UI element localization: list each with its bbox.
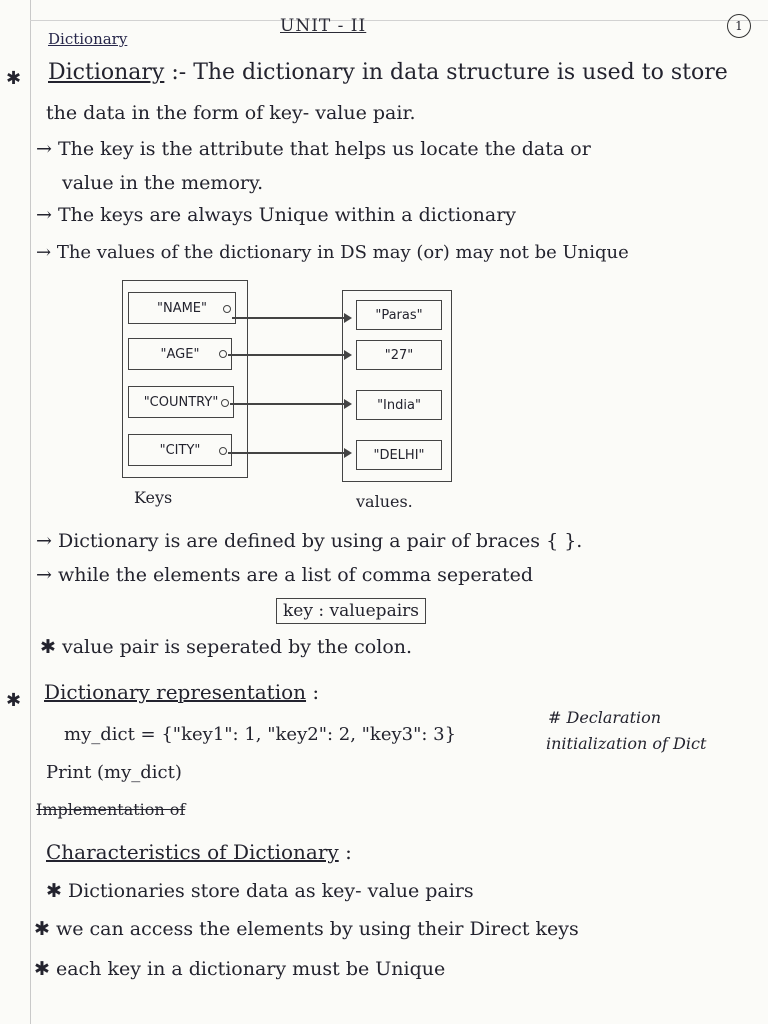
value-cell: "DELHI" xyxy=(356,440,442,470)
value-cell: "27" xyxy=(356,340,442,370)
characteristics-heading-row xyxy=(46,840,352,864)
point-text: The values of the dictionary in DS may (or) may not be Unique xyxy=(56,242,629,263)
margin-line xyxy=(30,0,31,1024)
code-comment-2: initialization of Dict xyxy=(546,734,707,753)
point-3 xyxy=(36,242,629,263)
pointer-dot-icon xyxy=(221,399,229,407)
key-value-pairs-box: key : valuepairs xyxy=(276,598,426,624)
key-value-arrow-icon xyxy=(230,403,350,405)
arrow-bullet-icon: → xyxy=(36,204,52,226)
syntax-line-1 xyxy=(36,530,582,552)
struck-text: Implementation of xyxy=(36,800,186,819)
key-cell: "NAME" xyxy=(128,292,236,324)
key-value-arrow-icon xyxy=(232,317,350,319)
representation-heading: Dictionary representation xyxy=(44,680,307,704)
characteristic-item xyxy=(46,880,474,902)
arrow-bullet-icon: → xyxy=(36,564,52,586)
point-1 xyxy=(36,138,591,160)
pointer-dot-icon xyxy=(223,305,231,313)
code-comment-1: # Declaration xyxy=(548,708,662,727)
heading-colon: : xyxy=(345,840,352,864)
pointer-dot-icon xyxy=(219,350,227,358)
dictionary-term: Dictionary xyxy=(48,60,165,85)
values-label: values. xyxy=(356,492,413,511)
key-cell: "CITY" xyxy=(128,434,232,466)
characteristic-item xyxy=(34,918,579,940)
key-cell: "AGE" xyxy=(128,338,232,370)
value-cell: "Paras" xyxy=(356,300,442,330)
characteristics-heading: Characteristics of Dictionary xyxy=(46,840,339,864)
characteristic-text: Dictionaries store data as key- value pairs xyxy=(67,880,474,902)
characteristic-item xyxy=(34,958,445,980)
definition-line-1 xyxy=(48,60,728,85)
pointer-dot-icon xyxy=(219,447,227,455)
syntax-text: value pair is seperated by the colon. xyxy=(61,636,413,658)
star-bullet-icon: ✱ xyxy=(40,636,56,658)
point-2 xyxy=(36,204,516,226)
point-1-cont: value in the memory. xyxy=(62,172,264,194)
star-bullet-icon: ✱ xyxy=(34,918,50,940)
code-line-2: Print (my_dict) xyxy=(46,762,182,783)
arrow-bullet-icon: → xyxy=(36,530,52,552)
unit-title: UNIT - II xyxy=(280,16,367,36)
key-cell: "COUNTRY" xyxy=(128,386,234,418)
characteristic-text: each key in a dictionary must be Unique xyxy=(55,958,446,980)
arrow-bullet-icon: → xyxy=(36,242,52,263)
keys-label: Keys xyxy=(134,488,173,507)
topic-label: Dictionary xyxy=(48,30,128,48)
star-bullet-icon: ✱ xyxy=(6,690,22,711)
characteristic-text: we can access the elements by using their Direct keys xyxy=(55,918,579,940)
syntax-text: Dictionary is are defined by using a pair of braces { }. xyxy=(57,530,583,552)
heading-colon: : xyxy=(312,680,320,704)
page-number: 1 xyxy=(727,14,751,38)
key-value-arrow-icon xyxy=(228,354,350,356)
star-bullet-icon: ✱ xyxy=(34,958,50,980)
definition-text: :- The dictionary in data structure is used to store xyxy=(171,60,728,85)
star-bullet-icon: ✱ xyxy=(6,68,22,89)
star-bullet-icon: ✱ xyxy=(46,880,62,902)
representation-heading-row xyxy=(44,680,319,704)
code-line-1: my_dict = {"key1": 1, "key2": 2, "key3": 3} xyxy=(64,724,457,745)
key-value-arrow-icon xyxy=(228,452,350,454)
arrow-bullet-icon: → xyxy=(36,138,52,160)
value-cell: "India" xyxy=(356,390,442,420)
point-text: The key is the attribute that helps us locate the data or xyxy=(57,138,591,160)
point-text: The keys are always Unique within a dictionary xyxy=(57,204,517,226)
syntax-line-3 xyxy=(40,636,412,658)
syntax-text: while the elements are a list of comma seperated xyxy=(57,564,534,586)
syntax-line-2 xyxy=(36,564,533,586)
definition-line-2: the data in the form of key- value pair. xyxy=(46,102,416,124)
header-rule xyxy=(30,20,768,21)
